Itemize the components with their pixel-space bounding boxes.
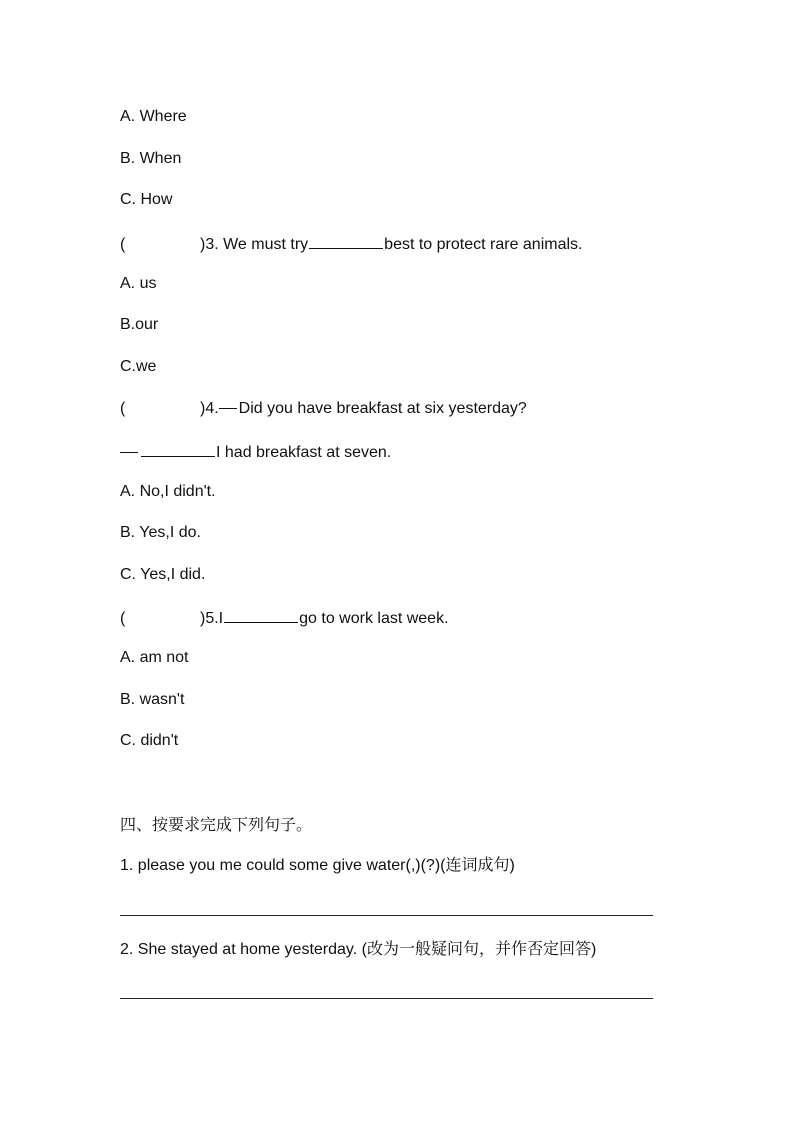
q5-option-c: C. didn't <box>120 732 179 749</box>
q4-option-b: B. Yes,I do. <box>120 524 201 541</box>
q3-option-c: C.we <box>120 358 157 375</box>
section4-heading: 四、按要求完成下列句子。 <box>120 815 313 834</box>
q5-option-a: A. am not <box>120 649 189 666</box>
q3-question <box>120 232 582 252</box>
answer-line-2[interactable] <box>120 998 653 999</box>
q2-option-c: C. How <box>120 191 173 208</box>
q5-number-text: )5.I <box>200 610 224 627</box>
dash-icon <box>219 408 237 409</box>
section4-item1: 1. please you me could some give water(,)(?)(连词成句) <box>120 857 515 874</box>
q4-question <box>120 399 527 419</box>
q4-answer-text: I had breakfast at seven. <box>216 444 392 461</box>
q3-paren-open: ( <box>120 236 126 253</box>
q3-number-text: )3. We must try <box>200 236 309 253</box>
dash-icon <box>120 452 138 453</box>
q5-after-blank: go to work last week. <box>299 610 449 627</box>
q5-blank <box>224 606 298 623</box>
q3-blank <box>309 232 383 249</box>
q2-option-b: B. When <box>120 150 182 167</box>
q4-blank <box>141 440 215 457</box>
q3-option-a: A. us <box>120 275 157 292</box>
section4-item2: 2. She stayed at home yesterday. (改为一般疑问句，并作否定回答) <box>120 941 597 958</box>
q5-paren-open: ( <box>120 610 126 627</box>
q4-number-text: )4. <box>200 400 219 417</box>
q5-question <box>120 606 449 626</box>
q4-option-a: A. No,I didn't. <box>120 483 216 500</box>
q3-after-blank: best to protect rare animals. <box>384 236 583 253</box>
q3-option-b: B.our <box>120 316 159 333</box>
q5-option-b: B. wasn't <box>120 691 185 708</box>
q4-answer <box>120 440 391 460</box>
q2-option-a: A. Where <box>120 108 187 125</box>
answer-line-1[interactable] <box>120 915 653 916</box>
q4-paren-open: ( <box>120 400 126 417</box>
q4-option-c: C. Yes,I did. <box>120 566 206 583</box>
q4-question-text: Did you have breakfast at six yesterday? <box>238 400 527 417</box>
